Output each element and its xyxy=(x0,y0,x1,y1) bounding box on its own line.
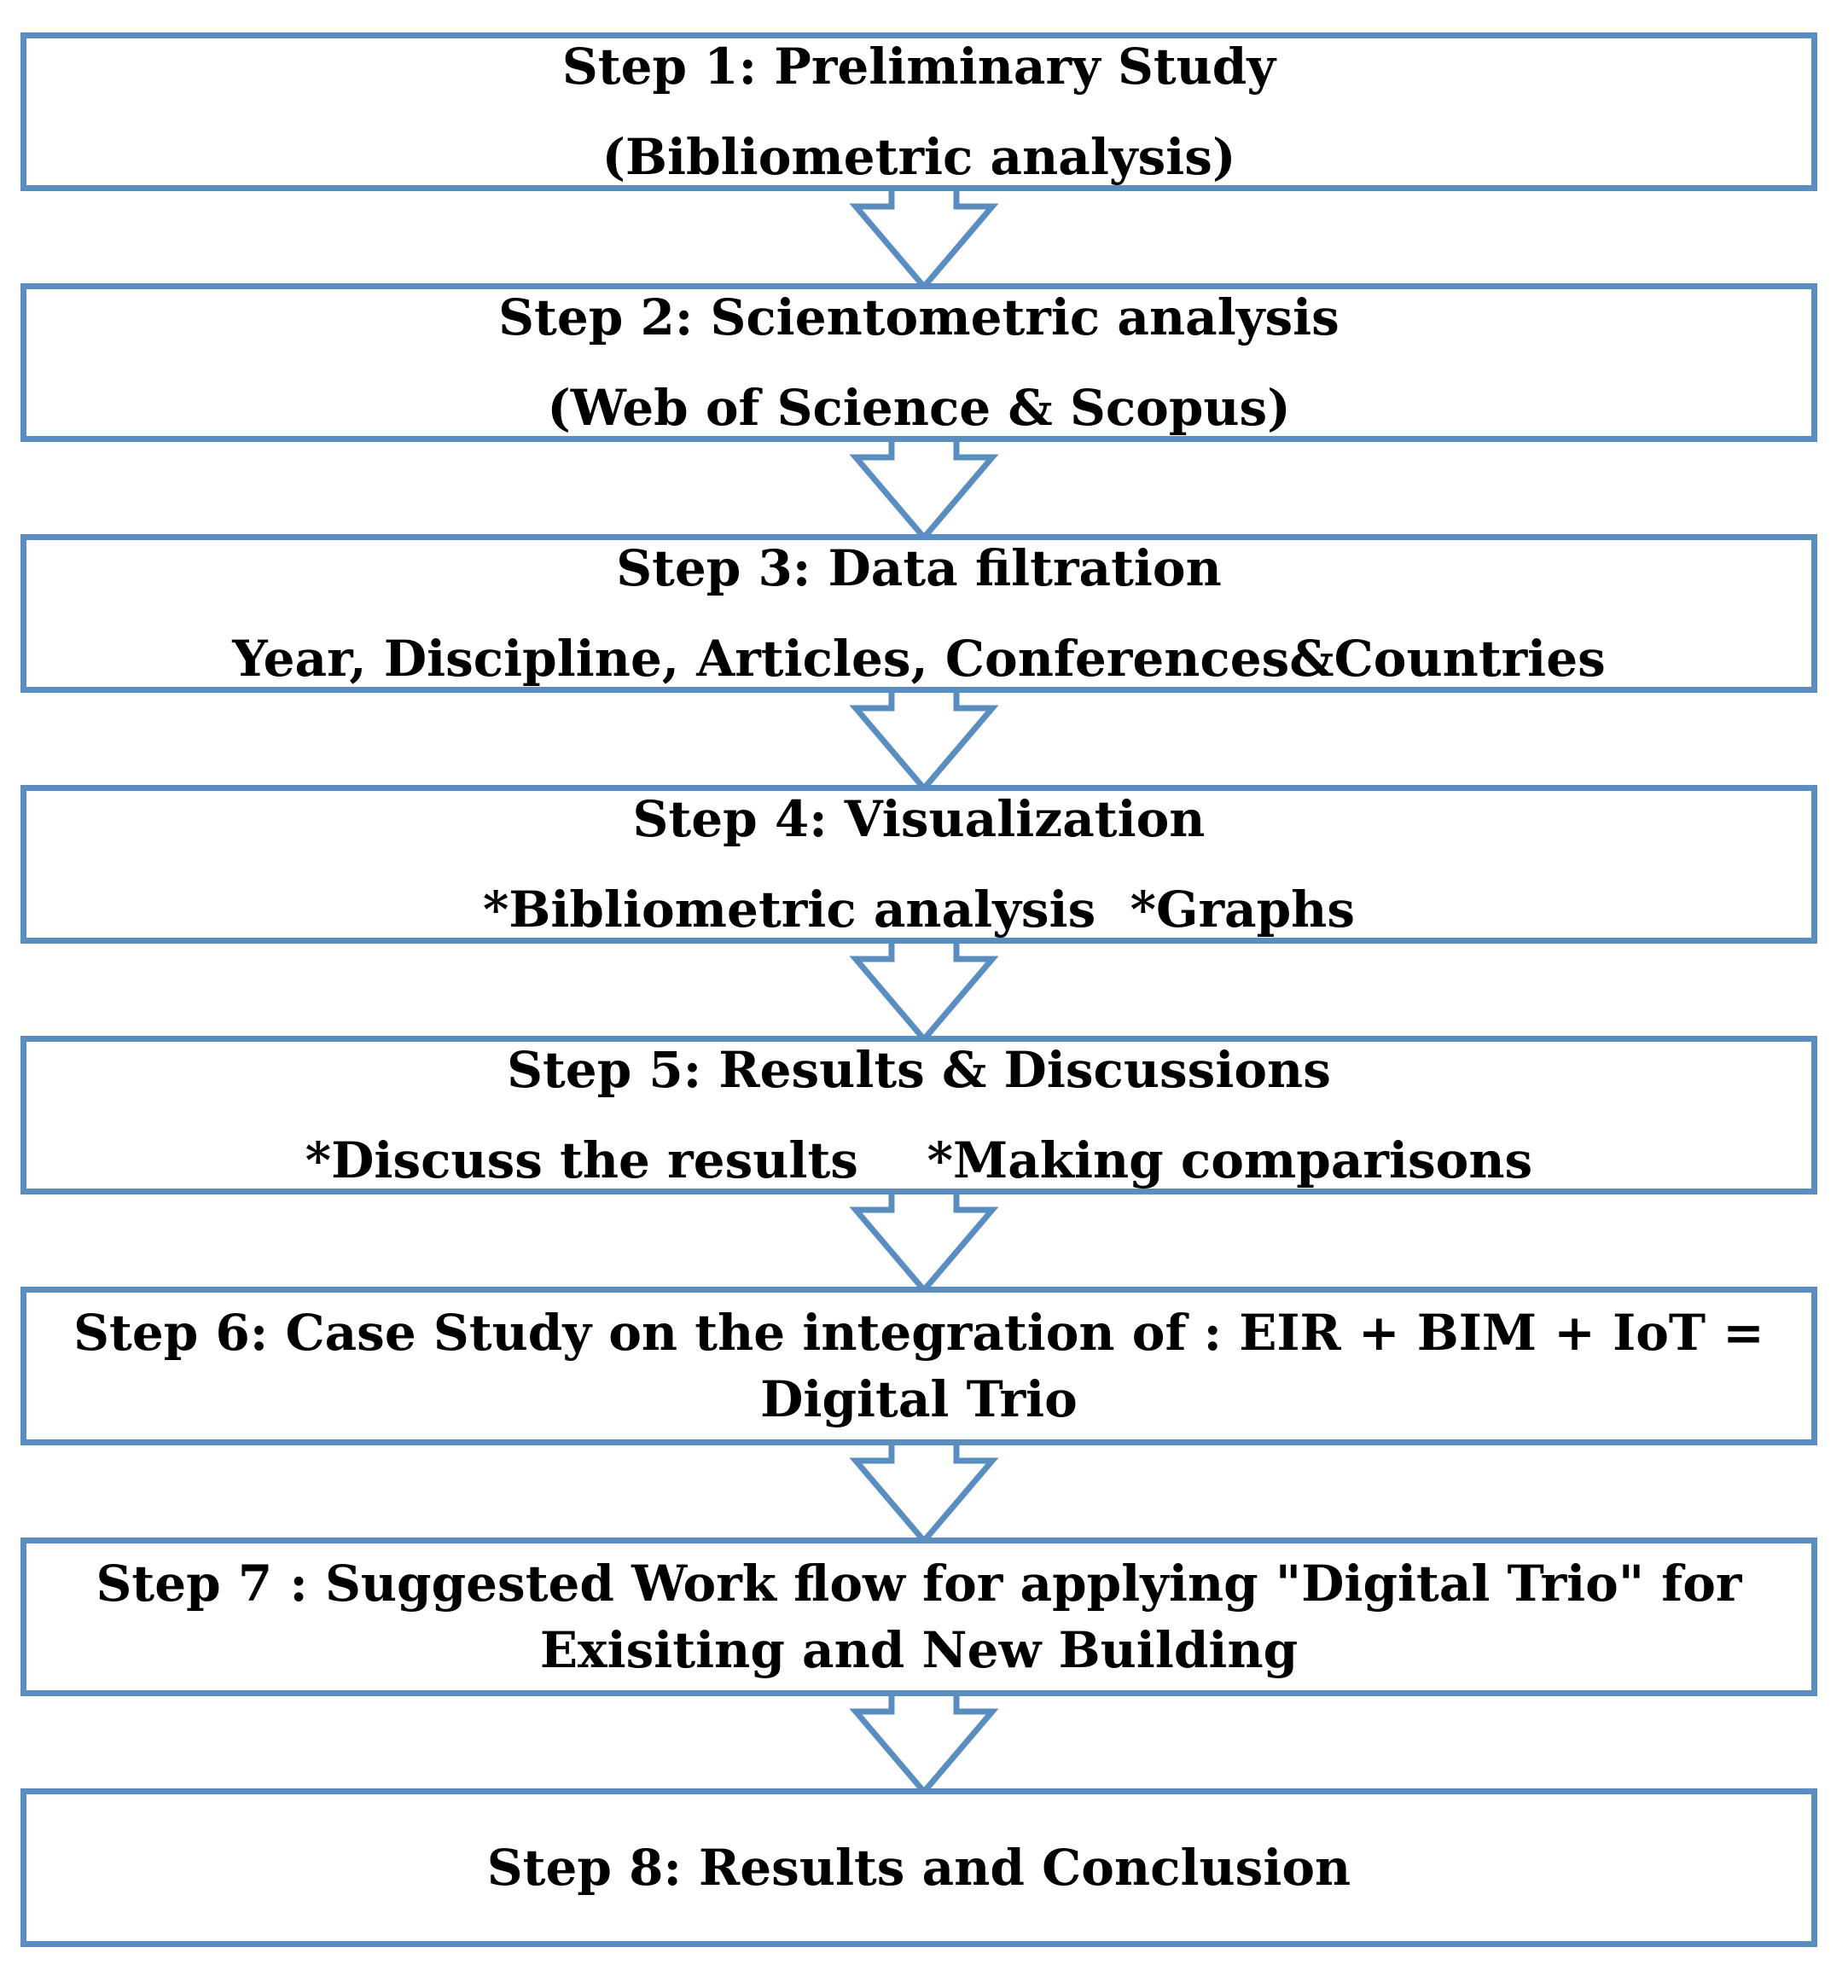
step-5-detail: *Discuss the results *Making comparisons xyxy=(305,1131,1533,1189)
step-2-detail: (Web of Science & Scopus) xyxy=(547,379,1291,437)
step-4-title: Step 4: Visualization xyxy=(632,790,1206,848)
step-7-title: Step 7 : Suggested Work flow for applying "Digital Trio" for Exisiting and New Building xyxy=(96,1554,1742,1679)
step-6-box xyxy=(20,1287,1817,1445)
arrow-4-5 xyxy=(856,939,992,1039)
step-3-title: Step 3: Data filtration xyxy=(616,539,1222,597)
arrow-7-8 xyxy=(856,1691,992,1792)
arrow-6-7 xyxy=(856,1440,992,1541)
step-1-title: Step 1: Preliminary Study xyxy=(561,38,1276,96)
step-3-box xyxy=(20,534,1817,693)
arrow-1-2 xyxy=(856,186,992,287)
step-2-box xyxy=(20,283,1817,442)
step-6-title: Step 6: Case Study on the integration of : EIR + BIM + IoT = Digital Trio xyxy=(73,1303,1764,1428)
arrow-3-4 xyxy=(856,688,992,788)
step-4-box xyxy=(20,785,1817,944)
step-7-box xyxy=(20,1538,1817,1696)
arrow-2-3 xyxy=(856,437,992,538)
step-1-box xyxy=(20,32,1817,191)
step-1-detail: (Bibliometric analysis) xyxy=(601,128,1236,186)
step-5-title: Step 5: Results & Discussions xyxy=(507,1041,1331,1099)
step-4-detail: *Bibliometric analysis *Graphs xyxy=(482,881,1356,939)
step-5-box xyxy=(20,1036,1817,1195)
step-2-title: Step 2: Scientometric analysis xyxy=(498,288,1340,346)
step-8-title: Step 8: Results and Conclusion xyxy=(486,1839,1351,1897)
step-8-box xyxy=(20,1788,1817,1947)
step-3-detail: Year, Discipline, Articles, Conferences&Countries xyxy=(232,630,1606,688)
arrow-5-6 xyxy=(856,1189,992,1290)
